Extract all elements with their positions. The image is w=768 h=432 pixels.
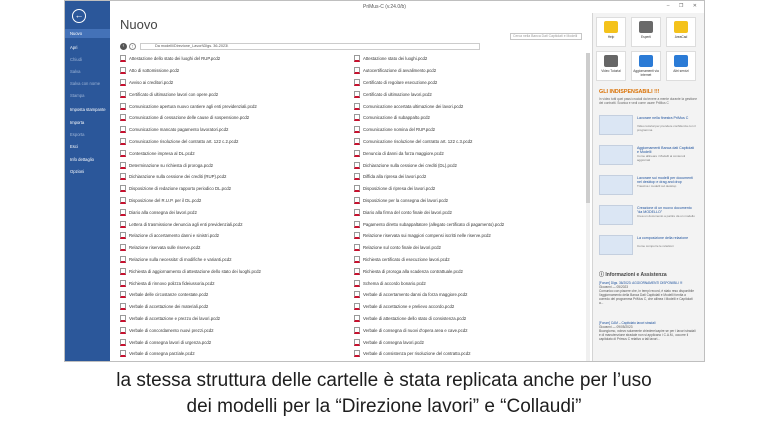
search-input[interactable]: Cerca nella Banca Dati Capitolati e Modelli <box>510 33 582 40</box>
service-tile[interactable] <box>666 17 696 47</box>
file-item[interactable] <box>354 324 588 336</box>
file-item[interactable] <box>354 218 588 230</box>
sidebar-item[interactable]: Chiudi <box>70 57 82 62</box>
pdf-file-icon <box>354 55 360 62</box>
file-name: Richiesta di proroga alla scadenza contrattuale.pcd2 <box>363 268 463 274</box>
pdf-file-icon <box>120 91 126 98</box>
file-item[interactable] <box>120 277 354 289</box>
file-name: Comunicazione di cessazione delle cause di sospensione.pcd2 <box>129 115 250 121</box>
file-item[interactable] <box>120 348 354 360</box>
pdf-file-icon <box>354 280 360 287</box>
file-item[interactable] <box>354 348 588 360</box>
pdf-file-icon <box>120 268 126 275</box>
file-item[interactable] <box>354 289 588 301</box>
pdf-file-icon <box>120 55 126 62</box>
file-item[interactable] <box>120 206 354 218</box>
file-item[interactable] <box>120 230 354 242</box>
file-name: Attestazione stato dei luoghi.pcd2 <box>363 56 428 62</box>
file-name: Comunicazione mancato pagamento lavoratori.pcd2 <box>129 127 229 133</box>
sidebar-item[interactable]: Stampa <box>70 93 85 98</box>
app-window <box>64 0 705 362</box>
file-item[interactable] <box>354 195 588 207</box>
post-meta: Giovanni — 09/05/2023 <box>599 325 633 329</box>
file-item[interactable] <box>120 336 354 348</box>
news-thumbnail <box>599 115 633 135</box>
info-section-title: ⓘ Informazioni e Assistenza <box>599 272 667 278</box>
file-item[interactable] <box>354 230 588 242</box>
file-name: Verbale di accettazione dei materiali.pcd2 <box>129 304 209 310</box>
file-item[interactable] <box>354 171 588 183</box>
tile-label: Altri servizi <box>673 69 689 73</box>
file-name: Determinazione su richiesta di proroga.pcd2 <box>129 162 214 168</box>
news-item[interactable] <box>599 145 697 167</box>
news-text: Trascina i modelli sul desktop <box>637 184 677 188</box>
tile-icon <box>674 55 688 67</box>
news-title: Creazione di un nuovo documento "da MODELLO" <box>637 206 692 214</box>
file-name: Verbale di consegna lavori di urgenza.pcd2 <box>129 339 212 345</box>
file-name: Disposizione del R.U.P. per il DL.pcd2 <box>129 197 202 203</box>
news-title: Lavorare nella finestra PriMus C <box>637 116 689 120</box>
file-item[interactable] <box>120 242 354 254</box>
file-name: Pagamento diretto subappaltatore (allegato certificato di pagamento).pcd2 <box>363 221 505 227</box>
file-name: Disposizione per la consegna dei lavori.pcd2 <box>363 197 449 203</box>
pdf-file-icon <box>120 221 126 228</box>
pdf-file-icon <box>354 138 360 145</box>
news-thumbnail <box>599 235 633 255</box>
nav-up-icon[interactable]: ↑ <box>129 43 136 50</box>
file-item[interactable] <box>120 171 354 183</box>
pdf-file-icon <box>354 91 360 98</box>
window-title: PriMus-C (v.24.0/b) <box>363 4 406 10</box>
pdf-file-icon <box>354 126 360 133</box>
pdf-file-icon <box>120 79 126 86</box>
file-name: Verbale di consistenza per risoluzione del contratto.pcd2 <box>363 351 471 357</box>
page-title: Nuovo <box>120 17 158 32</box>
caption-line-2: dei modelli per la “Direzione lavori” e “Collaudi” <box>186 396 582 417</box>
file-name: Verbale di accettazione e prezzo dei lavori.pcd2 <box>129 315 221 321</box>
pdf-file-icon <box>354 244 360 251</box>
pdf-file-icon <box>354 303 360 310</box>
file-name: Verbale di consegna parziale.pcd2 <box>129 351 195 357</box>
pdf-file-icon <box>354 339 360 346</box>
pdf-file-icon <box>120 150 126 157</box>
file-item[interactable] <box>120 124 354 136</box>
news-item[interactable] <box>599 175 697 197</box>
file-name: Comunicazione risoluzione del contratto art. 122 c.3.pcd2 <box>363 138 473 144</box>
file-item[interactable] <box>354 159 588 171</box>
file-item[interactable] <box>120 147 354 159</box>
file-name: Dichiarazione sulla cessione dei crediti (RUP).pcd2 <box>129 174 227 180</box>
file-item[interactable] <box>354 53 588 65</box>
pdf-file-icon <box>354 162 360 169</box>
file-name: Comunicazione apertura nuovo cantiere agli enti previdenziali.pcd2 <box>129 103 257 109</box>
pdf-file-icon <box>120 280 126 287</box>
pdf-file-icon <box>120 138 126 145</box>
file-item[interactable] <box>354 183 588 195</box>
pdf-file-icon <box>354 103 360 110</box>
window-controls[interactable]: – ❐ ✕ <box>666 3 701 9</box>
post-text: Comunico con piacere che, in tempi record, è stato reso disponibile l'aggiornamento della Banca Dati Capitolati e Modelli fornita a corredo del programma PriMus C, che allinea i Modelli e Capitolati a... <box>599 289 694 305</box>
file-name: Diario alla consegna dei lavori.pcd2 <box>129 209 197 215</box>
pdf-file-icon <box>120 315 126 322</box>
file-item[interactable] <box>120 77 354 89</box>
pdf-file-icon <box>120 232 126 239</box>
news-thumbnail <box>599 145 633 165</box>
scrollbar-thumb[interactable] <box>586 53 590 203</box>
file-item[interactable] <box>120 254 354 266</box>
file-item[interactable] <box>120 53 354 65</box>
file-name: Avviso ai creditori.pcd2 <box>129 79 174 85</box>
video-caption <box>0 368 768 420</box>
file-item[interactable] <box>354 88 588 100</box>
pdf-file-icon <box>354 221 360 228</box>
pdf-file-icon <box>120 103 126 110</box>
pdf-file-icon <box>120 256 126 263</box>
file-name: Verbale di attestazione dello stato di consistenza.pcd2 <box>363 315 467 321</box>
file-item[interactable] <box>354 147 588 159</box>
sidebar-item[interactable]: Esci <box>70 144 78 149</box>
file-name: Schema di accordo bonario.pcd2 <box>363 280 426 286</box>
pdf-file-icon <box>120 209 126 216</box>
pdf-file-icon <box>120 185 126 192</box>
file-name: Verbale di accertamento danni da forza maggiore.pcd2 <box>363 292 468 298</box>
pdf-file-icon <box>354 291 360 298</box>
path-field[interactable]: Da modelli\Direzione_Lavori\Dlgs. 36-2023\ <box>140 43 480 50</box>
pdf-file-icon <box>120 114 126 121</box>
file-item[interactable] <box>120 112 354 124</box>
news-text: Crea un documento a partire da un modello <box>637 214 695 218</box>
banner-title: GLI INDISPENSABILI !!! <box>599 89 660 95</box>
file-name: Comunicazione risoluzione del contratto art. 122 c.2.pcd2 <box>129 138 239 144</box>
tile-icon <box>639 21 653 33</box>
file-name: Diario alla firma del conto finale dei lavori.pcd2 <box>363 209 452 215</box>
file-name: Disposizione di redazione rapporto periodico DL.pcd2 <box>129 186 231 192</box>
news-text: Come comporre le relazioni <box>637 244 674 248</box>
pdf-file-icon <box>354 197 360 204</box>
file-item[interactable] <box>354 136 588 148</box>
pdf-file-icon <box>120 162 126 169</box>
backstage-sidebar <box>65 1 110 362</box>
service-tile[interactable] <box>631 51 661 81</box>
file-name: Relazione riservata sui maggiori compensi iscritti nelle riserve.pcd2 <box>363 233 491 239</box>
pdf-file-icon <box>354 268 360 275</box>
file-name: Dichiarazione sulla cessione dei crediti (DL).pcd2 <box>363 162 457 168</box>
pdf-file-icon <box>354 150 360 157</box>
file-item[interactable] <box>120 195 354 207</box>
file-name: Attestazione dello stato dei luoghi del RUP.pcd2 <box>129 56 221 62</box>
file-item[interactable] <box>354 77 588 89</box>
service-tile[interactable] <box>596 17 626 47</box>
file-item[interactable] <box>120 301 354 313</box>
pdf-file-icon <box>354 114 360 121</box>
post-title[interactable]: [Forum] CAM – Capitolato lavori stradali <box>599 321 656 325</box>
tile-icon <box>604 55 618 67</box>
sidebar-item[interactable]: Apri <box>70 45 78 50</box>
service-tile[interactable] <box>631 17 661 47</box>
file-column-right <box>354 53 588 360</box>
post-title[interactable]: [Forum] Dlgs. 36/2023: AGGIORNAMENTI DISPONIBILI !!! <box>599 281 683 285</box>
file-name: Diffida alla ripresa dei lavori.pcd2 <box>363 174 427 180</box>
sidebar-item[interactable]: Esporta <box>70 132 85 137</box>
pdf-file-icon <box>120 291 126 298</box>
news-title: Lavorare sui modelli per documenti nel desktop e drag and drop <box>637 176 693 184</box>
file-item[interactable] <box>120 313 354 325</box>
pdf-file-icon <box>354 209 360 216</box>
file-item[interactable] <box>120 218 354 230</box>
file-name: Verbale di consegna di nuovi d'opera area e cave.pcd2 <box>363 327 468 333</box>
news-item[interactable] <box>599 205 697 227</box>
post-text: Buongiorno, volevo solamente chiedere/capire se per i lavori stradali e di manutenzione stradale non si applicano i C.A.M., occorre il capitolato di Primus C relativo a tali lavori... <box>599 329 696 341</box>
file-item[interactable] <box>120 136 354 148</box>
back-arrow-icon[interactable]: ← <box>72 9 86 23</box>
service-tile[interactable] <box>666 51 696 81</box>
file-item[interactable] <box>120 289 354 301</box>
news-item[interactable] <box>599 115 697 137</box>
sidebar-item[interactable]: Opzioni <box>70 169 85 174</box>
sidebar-item[interactable]: Info dettaglio <box>70 157 94 162</box>
sidebar-item[interactable]: Importa <box>70 120 85 125</box>
file-item[interactable] <box>120 100 354 112</box>
caption-line-1: la stessa struttura delle cartelle è stata replicata anche per l’uso <box>116 370 652 391</box>
info-icon: ⓘ <box>599 272 606 278</box>
main-panel <box>110 13 592 361</box>
file-name: Relazione riservata sulle riserve.pcd2 <box>129 245 201 251</box>
tile-label: Aggiornamenti via internet <box>633 69 659 77</box>
pdf-file-icon <box>354 79 360 86</box>
pdf-file-icon <box>354 185 360 192</box>
pdf-file-icon <box>354 256 360 263</box>
file-name: Richiesta certificato di esecuzione lavori.pcd2 <box>363 256 450 262</box>
file-item[interactable] <box>354 112 588 124</box>
news-text: Come allineare i Modelli ai contenuti aggiornati <box>637 154 686 162</box>
file-column-left <box>120 53 354 360</box>
file-item[interactable] <box>354 313 588 325</box>
news-item[interactable] <box>599 235 697 257</box>
file-name: Autocertificazione di avvalimento.pcd2 <box>363 68 437 74</box>
pdf-file-icon <box>120 173 126 180</box>
file-name: Comunicazione nomina del RUP.pcd2 <box>363 127 436 133</box>
file-name: Verbale di accettazione e prelievo accordo.pcd2 <box>363 304 455 310</box>
file-item[interactable] <box>354 277 588 289</box>
pdf-file-icon <box>354 315 360 322</box>
pdf-file-icon <box>120 339 126 346</box>
file-name: Relazione di accertamento danni e sinistri.pcd2 <box>129 233 220 239</box>
file-item[interactable] <box>120 88 354 100</box>
file-name: Certificato di regolare esecuzione.pcd2 <box>363 79 438 85</box>
service-tile[interactable] <box>596 51 626 81</box>
tile-icon <box>604 21 618 33</box>
forum-post[interactable] <box>599 281 697 305</box>
pdf-file-icon <box>120 126 126 133</box>
pdf-file-icon <box>354 67 360 74</box>
file-name: Richiesta di rinnovo polizza fideiussoria.pcd2 <box>129 280 215 286</box>
file-item[interactable] <box>354 206 588 218</box>
file-name: Verbale delle circostanze contestate.pcd2 <box>129 292 209 298</box>
tile-icon <box>639 55 653 67</box>
file-name: Richiesta di aggiornamento di attestazione dello stato dei luoghi.pcd2 <box>129 268 261 274</box>
file-item[interactable] <box>354 336 588 348</box>
file-item[interactable] <box>120 265 354 277</box>
file-name: Denuncia di danni da forza maggiore.pcd2 <box>363 150 444 156</box>
tile-icon <box>674 21 688 33</box>
path-bar <box>120 43 584 51</box>
news-thumbnail <box>599 175 633 195</box>
tile-label: Video Tutorial <box>601 69 621 73</box>
file-list <box>120 53 588 362</box>
file-name: Contestazione impresa al DL.pcd2 <box>129 150 195 156</box>
nav-back-icon[interactable]: ‹ <box>120 43 127 50</box>
tile-label: AreaCad <box>674 35 688 39</box>
file-name: Comunicazione di subappalto.pcd2 <box>363 115 430 121</box>
file-item[interactable] <box>354 65 588 77</box>
pdf-file-icon <box>354 173 360 180</box>
file-name: Lettera di trasmissione denuncia agli enti previdenziali.pcd2 <box>129 221 243 227</box>
file-name: Relazione sulla necessita' di modifiche e varianti.pcd2 <box>129 256 232 262</box>
file-item[interactable] <box>120 65 354 77</box>
pdf-file-icon <box>120 327 126 334</box>
file-item[interactable] <box>354 301 588 313</box>
tile-label: Help <box>607 35 615 39</box>
sidebar-item[interactable]: Salva con nome <box>70 81 101 86</box>
pdf-file-icon <box>354 327 360 334</box>
file-name: Certificato di ultimazione lavori.pcd2 <box>363 91 432 97</box>
news-title: Aggiornamenti Banca dati Capitolati e Modelli <box>637 146 695 154</box>
news-text: Video tutorial per prendere confidenza con il programma <box>637 124 696 132</box>
file-name: Verbale di concordamento nuovi prezzi.pcd2 <box>129 327 214 333</box>
sidebar-item[interactable]: Salva <box>70 69 81 74</box>
pdf-file-icon <box>120 67 126 74</box>
sidebar-item[interactable]: Nuovo <box>65 29 110 38</box>
file-item[interactable] <box>354 124 588 136</box>
file-name: Certificato di ultimazione lavori con opere.pcd2 <box>129 91 219 97</box>
services-panel <box>592 13 704 362</box>
post-meta: Giovanni — 05/2023 <box>599 285 629 289</box>
pdf-file-icon <box>354 350 360 357</box>
banner-subtitle: In video tutti quei passi cruciali da tenere a mente durante la gestione dei contratti. Scarica e vedi come usare PriMus C <box>599 97 697 105</box>
news-thumbnail <box>599 205 633 225</box>
file-item[interactable] <box>120 159 354 171</box>
file-item[interactable] <box>354 265 588 277</box>
file-item[interactable] <box>354 254 588 266</box>
file-name: Atto di sottomissione.pcd2 <box>129 68 180 74</box>
pdf-file-icon <box>120 197 126 204</box>
pdf-file-icon <box>120 350 126 357</box>
pdf-file-icon <box>354 232 360 239</box>
sidebar-item[interactable]: Imposta stampante <box>70 107 106 112</box>
file-name: Comunicazione accertata ultimazione dei lavori.pcd2 <box>363 103 464 109</box>
file-name: Relazione sul conto finale dei lavori.pcd2 <box>363 245 441 251</box>
news-title: La composizione della relazione <box>637 236 689 240</box>
file-item[interactable] <box>120 183 354 195</box>
pdf-file-icon <box>120 244 126 251</box>
file-name: Verbale di consegna lavori.pcd2 <box>363 339 424 345</box>
file-item[interactable] <box>354 100 588 112</box>
file-item[interactable] <box>120 324 354 336</box>
forum-post[interactable] <box>599 321 697 341</box>
pdf-file-icon <box>120 303 126 310</box>
tile-label: Esperti <box>641 35 651 39</box>
file-list-scrollbar[interactable] <box>586 53 590 362</box>
file-item[interactable] <box>354 242 588 254</box>
file-name: Disposizione di ripresa dei lavori.pcd2 <box>363 186 436 192</box>
